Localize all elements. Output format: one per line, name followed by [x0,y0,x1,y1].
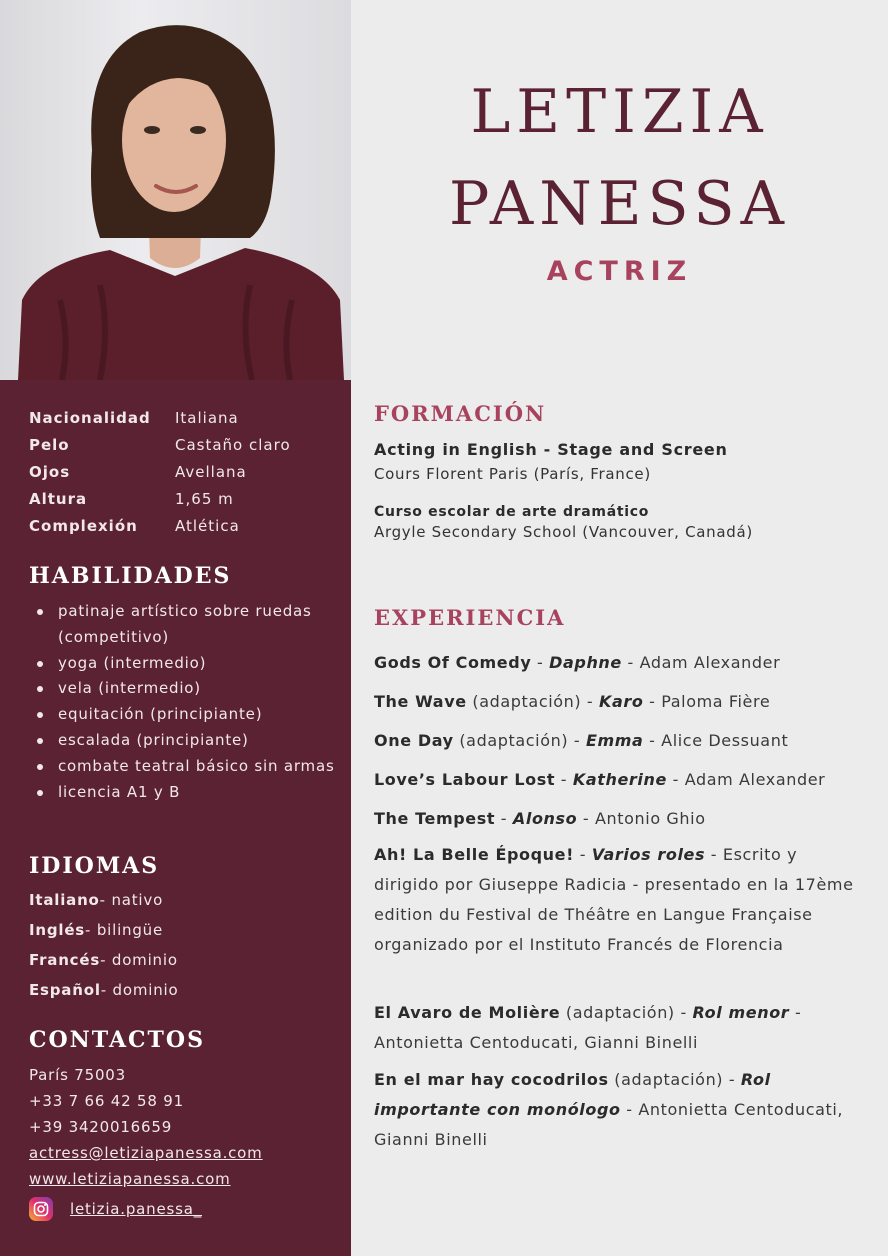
production-credit: Antonietta Centoducati, Gianni Binelli [374,1033,699,1052]
fact-label: Pelo [29,435,70,454]
languages-heading: IDIOMAS [29,853,160,879]
fact-row [29,458,291,485]
production-credit: Adam Alexander [639,653,781,672]
instagram-icon[interactable] [29,1197,53,1221]
language-level: - bilingüe [85,921,164,939]
production-title: El Avaro de Molière [374,1003,561,1022]
list-item: combate teatral básico sin armas [37,754,337,780]
production-note: (adaptación) [560,1003,675,1022]
fact-value: Castaño claro [175,435,291,454]
experience-item: Gods Of Comedy - Daphne - Adam Alexander [374,653,781,672]
production-title: Ah! La Belle Époque! [374,845,575,864]
character-role: Alonso [512,809,578,828]
experience-item: Love’s Labour Lost - Katherine - Adam Alexander [374,770,826,789]
language-name: Español [29,981,101,999]
education-item [374,440,854,483]
list-item [29,975,178,1005]
language-level: - nativo [99,891,164,909]
production-credit: Paloma Fière [661,692,771,711]
production-note: (adaptación) [608,1070,724,1089]
production-credit: Alice Dessuant [661,731,789,750]
character-role: Daphne [549,653,622,672]
languages-list [29,885,178,1005]
production-title: One Day [374,731,454,750]
list-item [29,915,178,945]
production-credit: Antonio Ghio [595,809,706,828]
production-credit: Antonietta Centoducati, Gianni Binelli [374,1100,844,1149]
language-level: - dominio [100,951,178,969]
list-item: licencia A1 y B [37,780,337,806]
list-item: vela (intermedio) [37,676,337,702]
instagram-row [29,1194,263,1224]
education-school: Argyle Secondary School (Vancouver, Canadá) [374,523,753,541]
list-item: escalada (principiante) [37,728,337,754]
character-role: Rol importante con monólogo [374,1070,771,1119]
production-title: Gods Of Comedy [374,653,532,672]
experience-item: The Wave (adaptación) - Karo - Paloma Fière [374,692,771,711]
fact-label: Complexión [29,516,138,535]
production-title: Love’s Labour Lost [374,770,556,789]
character-role: Varios roles [591,845,706,864]
address-text: París 75003 [29,1066,126,1084]
education-title: Curso escolar de arte dramático [374,504,650,520]
language-name: Francés [29,951,101,969]
sidebar [0,0,351,1256]
fact-row [29,431,291,458]
last-name: PANESSA [449,169,790,239]
production-note: (adaptación) [453,731,569,750]
fact-label: Altura [29,489,88,508]
phone-text: +39 3420016659 [29,1118,173,1136]
fact-row [29,485,291,512]
list-item [29,945,178,975]
list-item: equitación (principiante) [37,702,337,728]
fact-row [29,512,291,539]
personal-facts [29,404,291,539]
production-credit: Adam Alexander [684,770,826,789]
education-heading: FORMACIÓN [374,401,547,426]
contacts-heading: CONTACTOS [29,1027,205,1053]
production-title: The Wave [374,692,467,711]
character-role: Katherine [572,770,667,789]
fact-value: 1,65 m [175,489,234,508]
education-school: Cours Florent Paris (París, France) [374,465,651,483]
instagram-link[interactable]: letizia.panessa_ [70,1200,203,1218]
profile-photo [0,0,351,380]
language-name: Italiano [29,891,100,909]
fact-value: Italiana [175,408,239,427]
character-role: Karo [598,692,644,711]
character-role: Emma [585,731,644,750]
fact-row [29,404,291,431]
email-link[interactable]: actress@letiziapanessa.com [29,1144,263,1162]
contacts-list [29,1062,263,1224]
fact-label: Nacionalidad [29,408,151,427]
list-item: yoga (intermedio) [37,651,337,677]
skills-list [37,599,337,805]
fact-value: Avellana [175,462,247,481]
character-role: Rol menor [692,1003,790,1022]
skills-heading: HABILIDADES [29,563,232,589]
experience-item: En el mar hay cocodrilos (adaptación) - Rol importante con monólogo - Antonietta Centoducati, Gianni Binelli [374,1070,844,1149]
phone-text: +33 7 66 42 58 91 [29,1092,184,1110]
experience-item: One Day (adaptación) - Emma - Alice Dessuant [374,731,789,750]
production-title: The Tempest [374,809,496,828]
experience-item: The Tempest - Alonso - Antonio Ghio [374,809,706,828]
role-title: ACTRIZ [546,256,693,287]
education-title: Acting in English - Stage and Screen [374,440,728,459]
list-item [29,885,178,915]
fact-value: Atlética [175,516,240,535]
experience-item: El Avaro de Molière (adaptación) - Rol menor - Antonietta Centoducati, Gianni Binelli [374,1003,802,1052]
language-name: Inglés [29,921,86,939]
website-link[interactable]: www.letiziapanessa.com [29,1170,231,1188]
production-credit: Escrito y dirigido por Giuseppe Radicia - presentado en la 17ème edition du Festival de Théâtre en Langue Française organizado por el Instituto Francés de Florencia [374,845,854,954]
experience-heading: EXPERIENCIA [374,605,566,630]
list-item: patinaje artístico sobre ruedas (competitivo) [37,599,337,651]
fact-label: Ojos [29,462,71,481]
language-level: - dominio [100,981,179,999]
production-title: En el mar hay cocodrilos [374,1070,609,1089]
production-note: (adaptación) [466,692,582,711]
experience-item: Ah! La Belle Époque! - Varios roles - Escrito y dirigido por Giuseppe Radicia - presentado en la 17ème edition du Festival de Théâtre en Langue Française organizado por el Instituto Francés de Florencia [374,845,854,954]
education-item [374,504,854,541]
first-name: LETIZIA [470,77,769,147]
